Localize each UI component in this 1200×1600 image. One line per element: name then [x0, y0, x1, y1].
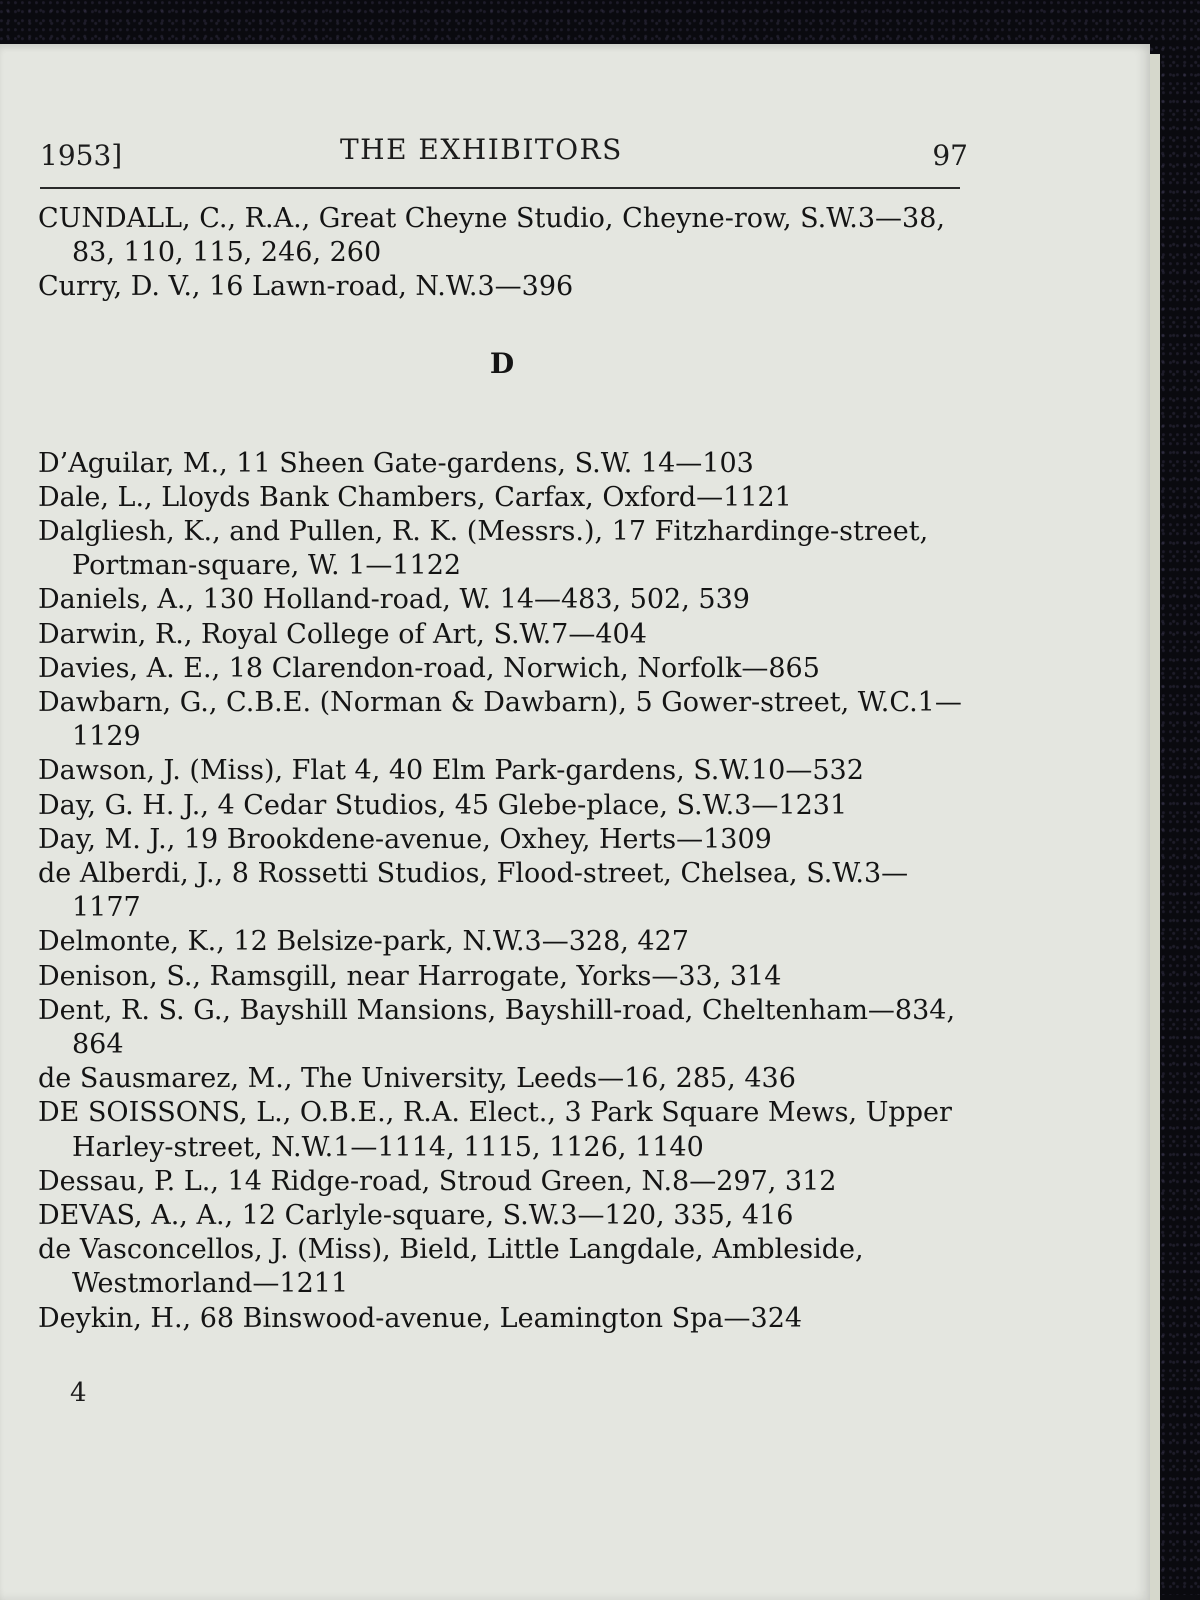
list-item: Dawbarn, G., C.B.E. (Norman & Dawbarn), 5 Gower-street, W.C.1—1129 [38, 687, 962, 753]
running-header [40, 131, 968, 173]
list-item: de Vasconcellos, J. (Miss), Bield, Little Langdale, Ambleside, Westmorland—1211 [38, 1234, 864, 1300]
list-item: Day, M. J., 19 Brookdene-avenue, Oxhey, Herts—1309 [38, 823, 772, 855]
list-item: Darwin, R., Royal College of Art, S.W.7—404 [38, 618, 647, 650]
list-item: de Alberdi, J., 8 Rossetti Studios, Flood-street, Chelsea, S.W.3—1177 [38, 858, 909, 924]
header-rule [40, 187, 960, 189]
list-item: DEVAS, A., A., 12 Carlyle-square, S.W.3—120, 335, 416 [38, 1200, 794, 1232]
list-item: de Sausmarez, M., The University, Leeds—16, 285, 436 [38, 1063, 796, 1095]
list-item: Dent, R. S. G., Bayshill Mansions, Bayshill-road, Cheltenham—834, 864 [38, 994, 956, 1061]
exhibitor-list [38, 202, 966, 1336]
list-item: DE SOISSONS, L., O.B.E., R.A. Elect., 3 Park Square Mews, Upper Harley-street, N.W.1—1114, 1115, 1126, 1140 [38, 1097, 952, 1163]
list-item: D’Aguilar, M., 11 Sheen Gate-gardens, S.W. 14—103 [38, 447, 754, 479]
list-item: Curry, D. V., 16 Lawn-road, N.W.3—396 [38, 271, 574, 303]
signature-mark: 4 [70, 1378, 87, 1408]
list-item: Dawson, J. (Miss), Flat 4, 40 Elm Park-gardens, S.W.10—532 [38, 755, 864, 787]
list-item: Delmonte, K., 12 Belsize-park, N.W.3—328, 427 [38, 926, 689, 958]
list-item: Daniels, A., 130 Holland-road, W. 14—483, 502, 539 [38, 584, 750, 616]
list-item: Day, G. H. J., 4 Cedar Studios, 45 Glebe-place, S.W.3—1231 [38, 789, 848, 821]
section-heading: D [489, 346, 515, 380]
page-edge [1150, 54, 1160, 1600]
header-title: THE EXHIBITORS [340, 133, 623, 166]
list-item: Dale, L., Lloyds Bank Chambers, Carfax, Oxford—1121 [38, 481, 792, 513]
list-item: Denison, S., Ramsgill, near Harrogate, Yorks—33, 314 [38, 960, 782, 992]
list-item: Davies, A. E., 18 Clarendon-road, Norwich, Norfolk—865 [38, 652, 820, 684]
list-item: Dessau, P. L., 14 Ridge-road, Stroud Green, N.8—297, 312 [38, 1165, 837, 1197]
list-item: Dalgliesh, K., and Pullen, R. K. (Messrs.), 17 Fitzhardinge-street, Portman-square, W. 1—1122 [38, 516, 929, 582]
list-item: CUNDALL, C., R.A., Great Cheyne Studio, Cheyne-row, S.W.3—38, 83, 110, 115, 246, 260 [38, 203, 945, 269]
header-year: 1953] [40, 139, 123, 172]
page-number: 97 [932, 139, 968, 172]
list-item: Deykin, H., 68 Binswood-avenue, Leamington Spa—324 [38, 1302, 803, 1334]
